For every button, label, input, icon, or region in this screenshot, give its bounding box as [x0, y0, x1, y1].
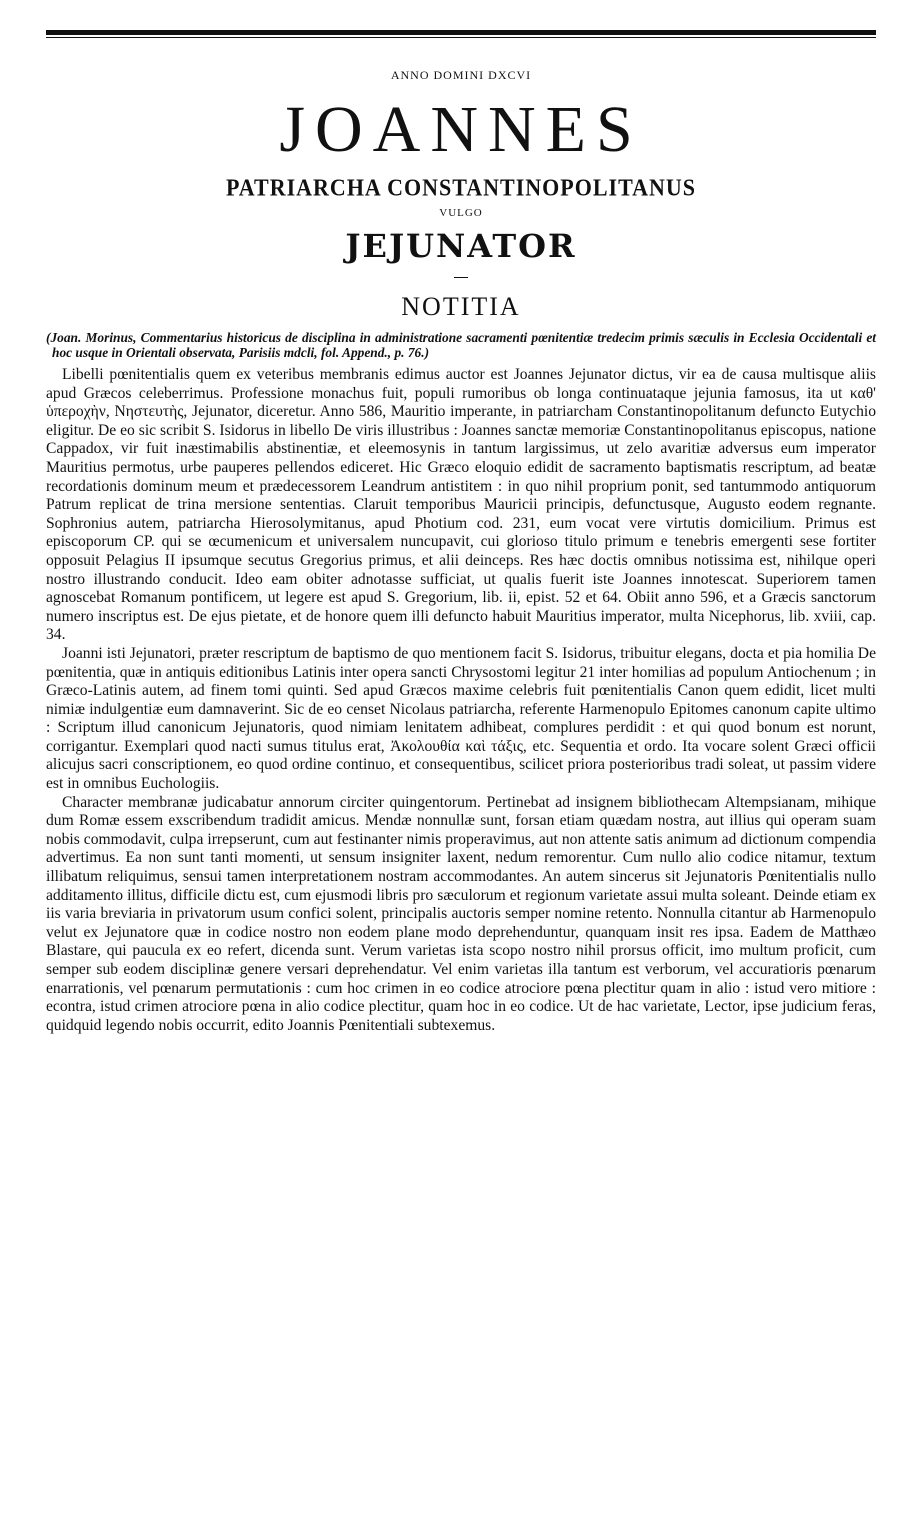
paragraph-2: Joanni isti Jejunatori, præter rescriptum de baptismo de quo mentionem facit S. Isidorus, tribuitur elegans, docta et pia homilia De pœnitentia, quæ in antiquis editionibus Latinis inter opera sancti Chrysostomi legitur 21 inter homilias ad populum Antiochenum ; in Græco-Latinis autem, ad finem tomi quinti. Sed apud Græcos maxime celebris fuit pœnitentialis Canon quem edidit, licet multi nimiæ indulgentiæ eum damnaverint. Sic de eo censet Nicolaus patriarcha, referente Harmenopulo Epitomes canonum capite ultimo : Scriptum illud canonicum Jejunatoris, quod nimiam lenitatem adhibeat, complures perdidit : et qui quod bonum est norunt, corrigantur. Exemplari quod nacti sumus titulus erat, Ἀκολουθία καὶ τάξις, etc. Sequentia et ordo. Ita vocare solent Græci officii alicujus sacri conscriptionem, eo quod ordine continuo, et consequentibus, scilicet priora posterioribus tradi soleat, ut passim videre est in omnibus Euchologiis. — [46, 644, 876, 793]
source-note: (Joan. Morinus, Commentarius historicus de disciplina in administratione sacramenti pœnitentiæ tredecim primis sæculis in Ecclesia Occidentali et hoc usque in Orientali observata, Parisiis mdcli, fol. Append., p. 76.) — [46, 330, 876, 360]
vulgo-label: VULGO — [439, 207, 483, 219]
top-rule-thick — [46, 30, 876, 35]
page — [46, 30, 876, 1035]
section-divider — [454, 277, 468, 278]
paragraph-3: Character membranæ judicabatur annorum circiter quingentorum. Pertinebat ad insignem bibliothecam Altempsianam, mihique dum Romæ essem exscribendum tradidit amicus. Mendæ nonnullæ sunt, forsan etiam quædam nostra, aut illius qui operam suam nobis commodavit, culpa irrepserunt, cum aut festinanter nimis properavimus, aut non attente satis animum ad dictionum compendia advertimus. Ea non sunt tanti momenti, ut sensum insigniter laxent, nedum remorentur. Cum nullo alio codice nitamur, textum illibatum reliquimus, sensui tamen interpretationem nostram accommodantes. An autem sincerus sit Jejunatoris Pœnitentialis nullo additamento illitus, difficile dictu est, cum ejusmodi libris pro sæculorum et regionum varietate assui multa soleant. Deinde etiam ex iis varia breviaria in privatorum usum confici solent, principalis auctoris semper nomine retento. Nonnulla citantur ab Harmenopulo velut ex Jejunatore quæ in codice nostro non eodem plane modo deprehenduntur, quanquam insit res ipsa. Eadem de Matthæo Blastare, qui paucula ex eo refert, dicenda sunt. Verum varietas ista scopo nostro nihil prorsus officit, imo multum proficit, cum semper sub eodem disciplinæ genere versari deprehendatur. Vel enim varietas illa tantum est verborum, vel accuratioris pœnarum enarrationis, vel pœnarum permutationis : cum hoc crimen in eo codice atrociore pœna plectitur quam in alio : istud vero mitiore : econtra, istud crimen atrociore pœna in alio codice plectitur, quam hoc in eo codice. Ut de hac varietate, Lector, ipse judicium feras, quidquid legendo nobis occurrit, edito Joannis Pœnitentiali subtexemus. — [46, 793, 876, 1034]
author-title: PATRIARCHA CONSTANTINOPOLITANUS — [225, 173, 697, 202]
author-epithet: JEJUNATOR — [345, 227, 577, 265]
section-heading: NOTITIA — [401, 292, 521, 321]
author-name: JOANNES — [279, 93, 643, 166]
top-rule-thin — [46, 37, 876, 38]
anno-domini-line: ANNO DOMINI DXCVI — [390, 68, 532, 82]
paragraph-1: Libelli pœnitentialis quem ex veteribus membranis edimus auctor est Joannes Jejunator dictus, vir ea de causa multisque aliis apud Græcos celeberrimus. Professione monachus fuit, populi rumoribus ob longa continuataque jejunia famosus, ita ut καθ' ὑπεροχὴν, Νηστευτὴς, Jejunator, diceretur. Anno 586, Mauritio imperante, in patriarcham Constantinopolitanum defuncto Eutychio eligitur. De eo sic scribit S. Isidorus in libello De viris illustribus : Joannes sanctæ memoriæ Constantinopolitanus episcopus, natione Cappadox, vir fuit inæstimabilis abstinentiæ, et eleemosynis in tantum largissimus, ut zelo avaritiæ adversus eum imperator Mauritius permotus, urbe pauperes pellendos ediceret. Hic Græco eloquio edidit de sacramento baptismatis rescriptum, ad beatæ recordationis dominum meum et prædecessorem Leandrum antistitem : in quo nihil proprium ponit, sed tantummodo antiquorum Patrum replicat de trina mersione sententias. Claruit temporibus Mauricii principis, defunctusque, Augusto eodem regnante. Sophronius autem, patriarcha Hierosolymitanus, apud Photium cod. 231, eum vocat vere virtutis domicilium. Primus est episcoporum CP. qui se œcumenicum et universalem nuncupavit, cui glorioso titulo primum e tenebris emergenti sese fortiter opposuit Pelagius II ipsumque secutus Gregorius primus, et alii deinceps. Res hæc doctis omnibus notissima est, nihilque operi nostro illustrando conducit. Ideo eam obiter adnotasse sufficiat, ut qualis fuerit iste Joannes innotescat. Superiorem tamen agnoscebat Romanum pontificem, ut legere est apud S. Gregorium, lib. ii, epist. 52 et 64. Obiit anno 596, et a Græcis sanctorum numero inscriptus est. De ejus pietate, et de honore quem illi defuncto habuit Mauritius imperator, multa Nicephorus, lib. xviii, cap. 34. — [46, 366, 876, 644]
